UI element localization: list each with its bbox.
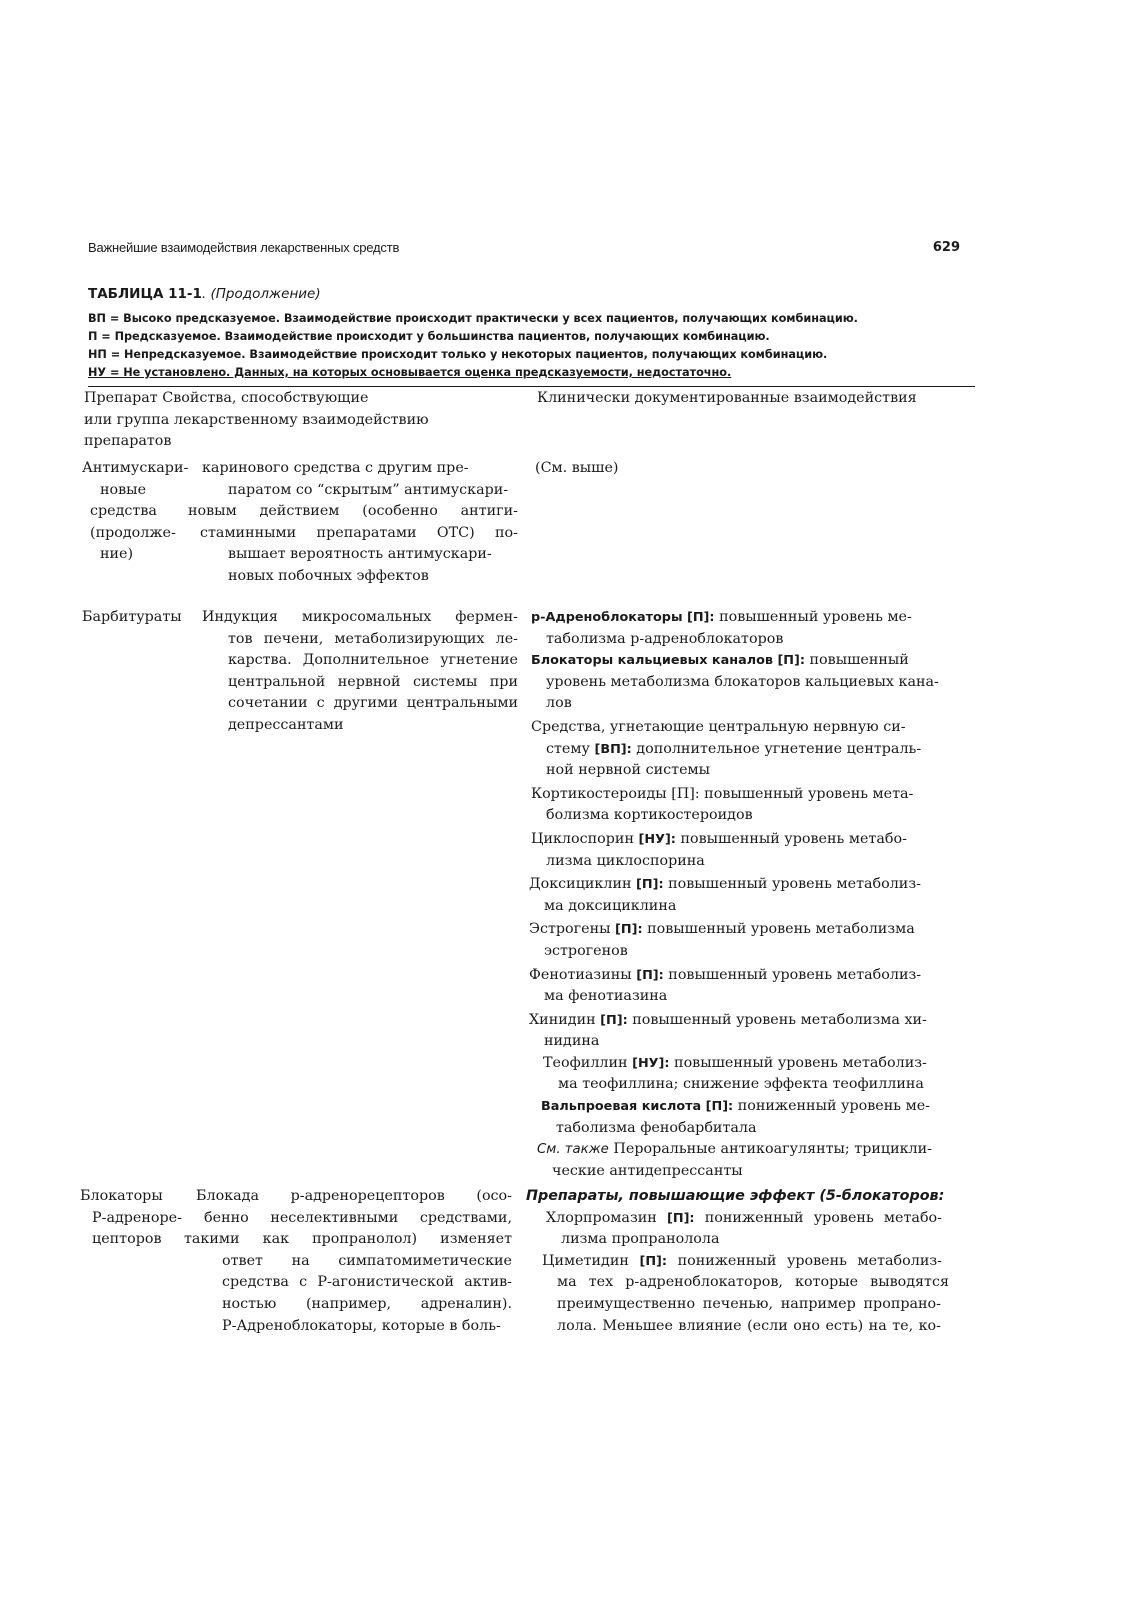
interaction-entry: [546, 1208, 962, 1251]
interaction-entry: [529, 1010, 951, 1053]
interaction-drug: Теофиллин: [543, 1054, 633, 1071]
property-line: новым действием (особенно антиги-: [188, 503, 518, 520]
interaction-entry: [542, 1251, 962, 1337]
column-header-left-line: препаратов: [84, 433, 172, 450]
property-line: ностью (например, адреналин).: [222, 1295, 512, 1312]
interaction-text: дополнительное угнетение централь-: [631, 740, 922, 757]
interaction-text: лизма циклоспорина: [546, 852, 705, 869]
drug-line: новые: [100, 481, 147, 498]
property-line: депрессантами: [228, 716, 344, 733]
interaction-drug: Эстрогены: [529, 921, 616, 938]
interaction-entry: [529, 874, 951, 917]
interaction-grade: [ВП]:: [594, 741, 632, 757]
interaction-text: таболизма р-адреноблокаторов: [546, 630, 784, 647]
interaction-grade: [П]:: [615, 922, 643, 938]
row-barbiturates-interactions: [531, 607, 951, 1182]
interaction-text: ма доксициклина: [544, 897, 677, 914]
legend-vp: ВП = Высоко предсказуемое. Взаимодействие происходит практически у всех пациентов, получающих комбинацию.: [88, 312, 858, 325]
interaction-grade: [П]:: [600, 1012, 628, 1028]
see-also-label: См. также: [537, 1142, 609, 1158]
drug-line: (продолже-: [90, 524, 176, 541]
interaction-text: повышенный уровень метаболиз-: [663, 966, 922, 983]
interaction-text: болизма кортикостероидов: [546, 807, 753, 824]
property-line: вышает вероятность антимускари-: [228, 546, 492, 563]
interaction-text: повышенный уровень метаболиз-: [663, 876, 921, 893]
interaction-text: повышенный: [804, 652, 909, 669]
interaction-drug: Хлорпромазин: [546, 1209, 668, 1226]
interaction-entry: [543, 1053, 951, 1096]
row-anticholinergic-interaction: (См. выше): [535, 460, 619, 476]
interaction-text: повышенный уровень метаболизма хи-: [627, 1011, 927, 1028]
interaction-text: преимущественно печенью, например пропрано-: [557, 1295, 941, 1312]
interaction-entry: [531, 829, 951, 872]
legend-rule: [88, 386, 975, 387]
interaction-entry: [529, 919, 951, 962]
interaction-drug: Циклоспорин: [531, 830, 639, 847]
interaction-drug: р-Адреноблокаторы [П]:: [531, 610, 715, 625]
interaction-drug: Фенотиазины: [529, 966, 637, 983]
interaction-text: пониженный уровень метаболиз-: [667, 1252, 942, 1269]
interaction-text-line: [542, 1251, 942, 1273]
property-line: паратом со “скрытым” антимускари-: [228, 481, 509, 498]
property-line: Блокада р-адренорецепторов (осо-: [196, 1188, 512, 1204]
drug-line: Блокаторы: [80, 1188, 163, 1204]
interaction-grade: [П]:: [636, 877, 664, 893]
interaction-text: ма фенотиазина: [544, 988, 668, 1005]
interaction-text: повышенный уровень ме-: [714, 609, 912, 625]
interaction-text: стему: [546, 740, 595, 757]
interaction-text: эстрогенов: [544, 942, 628, 959]
property-line: карства. Дополнительное угнетение: [228, 652, 518, 669]
page-number: 629: [932, 240, 960, 255]
interaction-entry: [531, 607, 951, 650]
interaction-text: Пероральные антикоагулянты; трицикли-: [608, 1141, 932, 1158]
table-title-continued: . (Продолжение): [201, 286, 321, 302]
property-line: каринового средства с другим пре-: [202, 460, 469, 476]
interaction-text: уровень метаболизма блокаторов кальциевых кана-: [546, 673, 939, 690]
group-heading: Препараты, повышающие эффект (5-блокаторов:: [526, 1188, 945, 1204]
row-barbiturates-properties: [202, 607, 518, 737]
drug-line: ние): [100, 546, 134, 563]
table-title-number: ТАБЛИЦА 11-1: [88, 286, 202, 302]
interaction-text: ческие антидепрессанты: [552, 1162, 743, 1179]
interaction-entry: [541, 1096, 951, 1139]
interaction-text: ма тех р-адреноблокаторов, которые выводятся: [557, 1274, 949, 1291]
interaction-entry: [537, 1139, 951, 1182]
property-line: стаминными препаратами ОТС) по-: [200, 524, 518, 541]
interaction-entry: [531, 717, 951, 782]
row-beta-interactions: [526, 1186, 962, 1337]
interaction-drug: Циметидин: [542, 1252, 640, 1269]
property-line: Индукция микросомальных фермен-: [202, 609, 518, 625]
drug-line: Р-адренорe-: [92, 1209, 182, 1226]
interaction-drug: Хинидин: [529, 1011, 601, 1028]
interaction-text: ма теофиллина; снижение эффекта теофиллина: [558, 1076, 924, 1093]
interaction-text: лов: [546, 695, 572, 712]
interaction-text: пониженный уровень метабо-: [694, 1209, 942, 1226]
property-line: бенно неселективными средствами,: [204, 1209, 512, 1226]
interaction-grade: [НУ]:: [632, 1055, 670, 1071]
row-anticholinergic-properties: [188, 458, 518, 588]
property-line: Р-Адреноблокаторы, которые в боль-: [222, 1317, 501, 1334]
drug-line: цепторов: [92, 1231, 162, 1248]
interaction-text: лола. Меньшее влияние (если оно есть) на те, ко-: [557, 1317, 941, 1334]
interaction-text: Кортикостероиды [П]: повышенный уровень мета-: [531, 785, 914, 802]
property-line: центральной нервной системы при: [228, 673, 518, 690]
property-line: средства с Р-агонистической актив-: [222, 1274, 512, 1291]
interaction-text: Средства, угнетающие центральную нервную си-: [531, 718, 906, 735]
interaction-text: ной нервной системы: [546, 762, 711, 779]
table-title: [88, 286, 321, 302]
row-barbiturates-drug: Барбитураты: [82, 609, 182, 625]
interaction-drug: Доксициклин: [529, 876, 637, 893]
interaction-entry: [531, 650, 951, 715]
interaction-text: нидина: [544, 1033, 600, 1050]
row-beta-properties: [184, 1186, 512, 1337]
property-line: ответ на симпатомиметические: [222, 1252, 512, 1269]
interaction-entry: [531, 784, 951, 827]
interaction-grade: [П]:: [636, 967, 664, 983]
legend-p: П = Предсказуемое. Взаимодействие происходит у большинства пациентов, получающих комбинацию.: [88, 330, 770, 343]
interaction-text: таболизма фенобарбитала: [556, 1119, 757, 1136]
interaction-text: пониженный уровень ме-: [733, 1098, 930, 1115]
interaction-drug: Блокаторы кальциевых каналов [П]:: [531, 653, 805, 669]
property-line: тов печени, метаболизирующих ле-: [228, 630, 518, 647]
interaction-grade: [П]:: [639, 1253, 667, 1269]
column-header-left: [84, 388, 429, 453]
interaction-text-line: [531, 739, 951, 761]
property-line: такими как пропранолол) изменяет: [184, 1231, 512, 1248]
column-header-left-line: Препарат Свойства, способствующие: [84, 390, 369, 406]
property-line: новых побочных эффектов: [228, 567, 429, 584]
interaction-grade: [П]:: [667, 1210, 695, 1226]
interaction-drug: Вальпроевая кислота [П]:: [541, 1099, 734, 1115]
running-title: Важнейшие взаимодействия лекарственных средств: [88, 240, 400, 255]
row-anticholinergic-drug: [82, 458, 202, 566]
drug-line: Антимускари-: [82, 460, 189, 476]
interaction-text: повышенный уровень метаболиз-: [669, 1054, 927, 1071]
legend-nu: НУ = Не установлено. Данных, на которых основывается оценка предсказуемости, недостаточно.: [88, 366, 732, 379]
interaction-grade: [НУ]:: [638, 831, 676, 847]
legend-np: НП = Непредсказуемое. Взаимодействие происходит только у некоторых пациентов, получающих комбинацию.: [88, 348, 828, 361]
interaction-entry: [529, 965, 951, 1008]
drug-line: средства: [90, 503, 157, 520]
interaction-text: лизма пропранолола: [561, 1231, 720, 1248]
column-header-left-line: или группа лекарственному взаимодействию: [84, 411, 429, 428]
column-header-right: Клинически документированные взаимодействия: [537, 390, 917, 406]
interaction-text: повышенный уровень метаболизма: [642, 921, 915, 938]
property-line: сочетании с другими центральными: [228, 695, 518, 712]
interaction-text: повышенный уровень метабо-: [675, 830, 907, 847]
interaction-text-line: [546, 1208, 942, 1230]
